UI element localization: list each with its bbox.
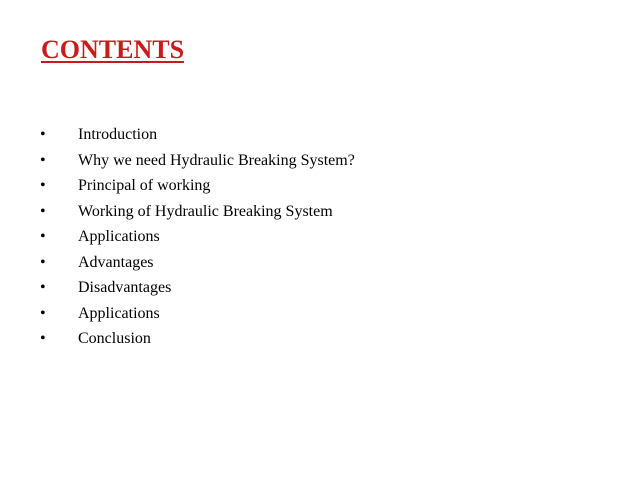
list-item-text: Applications: [78, 228, 160, 245]
list-item-text: Conclusion: [78, 330, 151, 347]
list-item-text: Introduction: [78, 126, 158, 143]
list-item-text: Applications: [78, 304, 160, 322]
bullet-icon: •: [40, 253, 46, 271]
list-item-text: Advantages: [78, 253, 154, 271]
slide-title: CONTENTS: [41, 35, 185, 64]
bullet-icon: •: [40, 202, 46, 220]
bullet-icon: •: [40, 151, 46, 169]
list-item-text: Working of Hydraulic Breaking System: [78, 202, 333, 220]
bullet-icon: •: [40, 228, 46, 245]
bullet-icon: •: [40, 126, 46, 143]
list-item-text: Disadvantages: [78, 279, 172, 296]
list-item-text: Principal of working: [78, 177, 211, 194]
bullet-icon: •: [40, 279, 46, 296]
bullet-icon: •: [40, 177, 46, 194]
bullet-icon: •: [40, 304, 46, 322]
list-item-text: Why we need Hydraulic Breaking System?: [78, 151, 355, 169]
bullet-icon: •: [40, 330, 46, 347]
